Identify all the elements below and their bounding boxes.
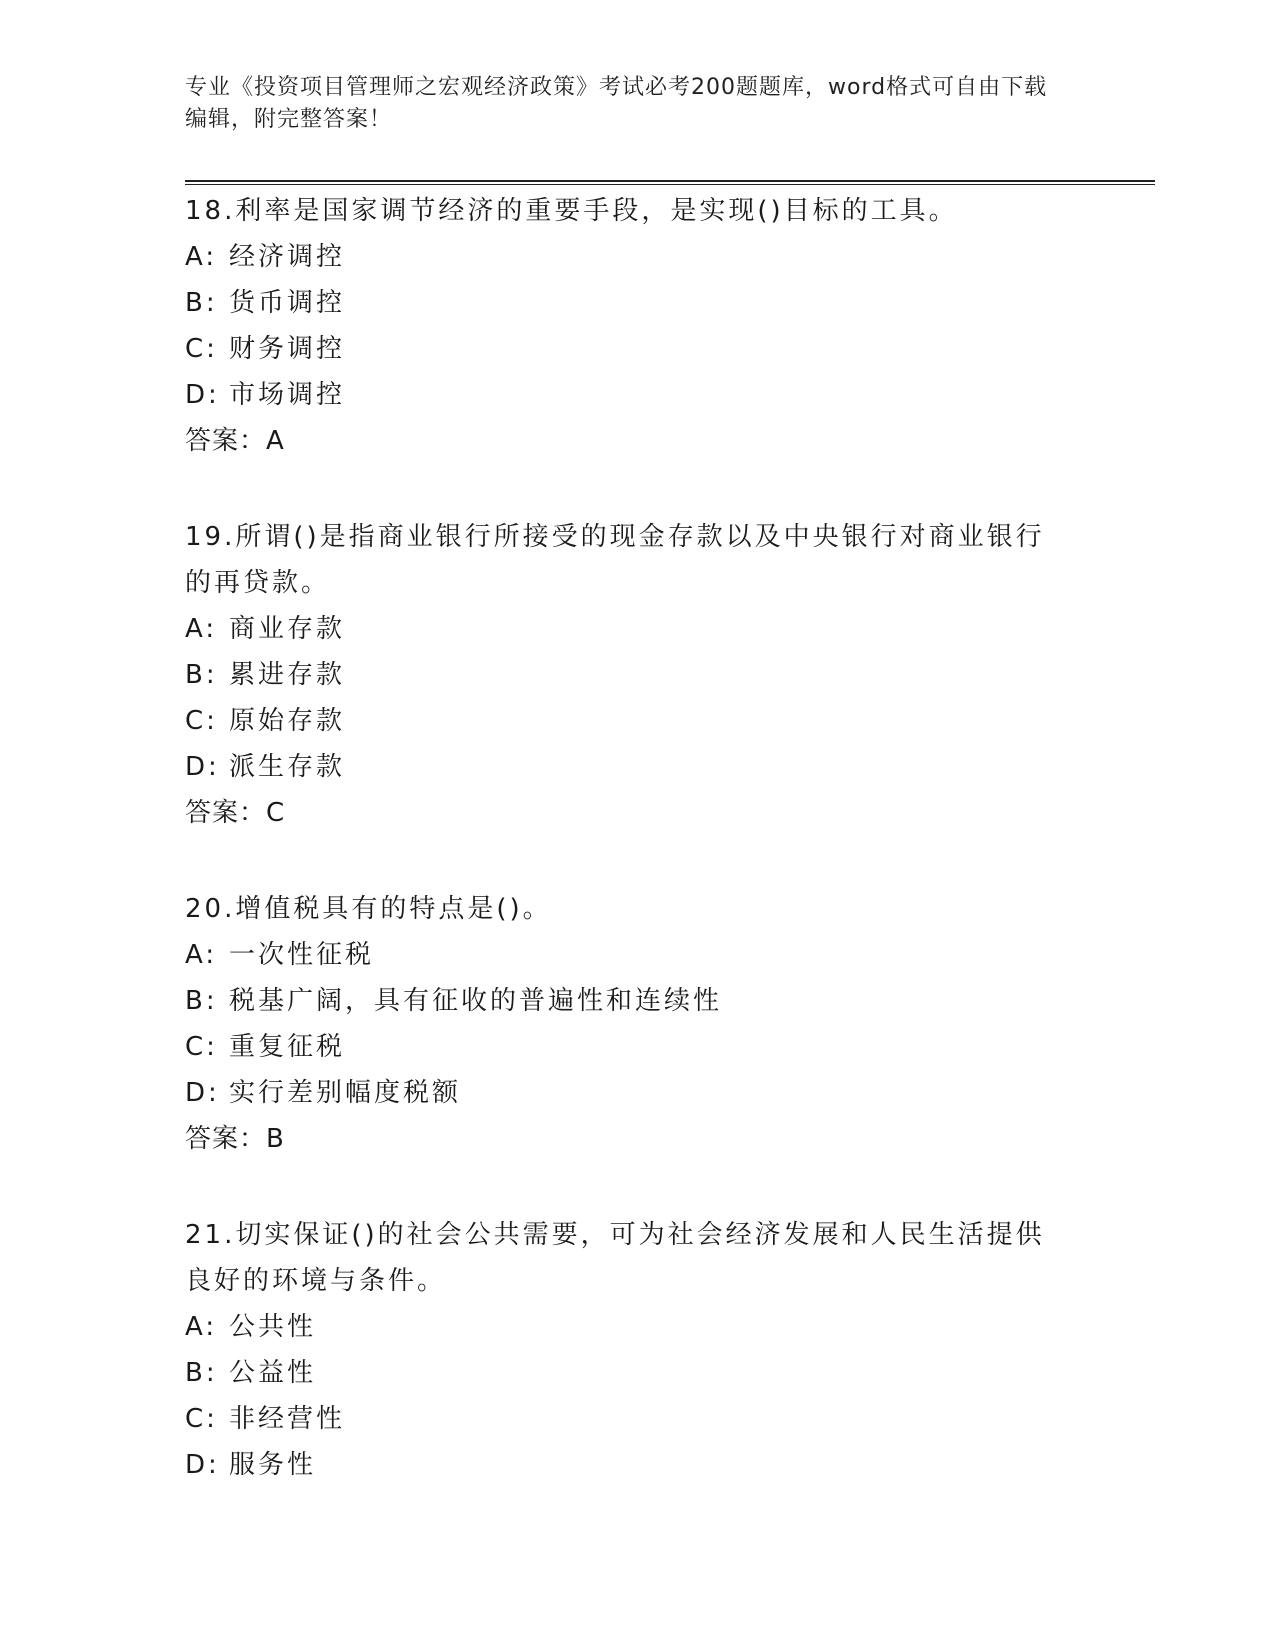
option-b — [185, 978, 1065, 1024]
option-letter: B: — [185, 288, 218, 318]
question-stem: 21.切实保证()的社会公共需要，可为社会经济发展和人民生活提供良好的环境与条件。 — [185, 1220, 1045, 1296]
answer-line: 答案：C — [185, 798, 286, 828]
answer-line: 答案：A — [185, 426, 285, 456]
answer-line: 答案：B — [185, 1124, 285, 1154]
option-d — [185, 372, 1065, 418]
question-stem: 20.增值税具有的特点是()。 — [185, 894, 552, 924]
option-text: 重复征税 — [229, 1032, 346, 1062]
option-d — [185, 744, 1065, 790]
document-page — [185, 0, 1155, 1650]
question-19 — [185, 514, 1065, 836]
option-text: 原始存款 — [229, 706, 346, 736]
option-letter: B: — [185, 1358, 218, 1388]
option-text: 市场调控 — [229, 380, 346, 410]
option-text: 公共性 — [229, 1312, 317, 1342]
option-letter: D: — [185, 752, 220, 782]
option-text: 税基广阔，具有征收的普遍性和连续性 — [229, 986, 723, 1016]
option-d — [185, 1442, 1065, 1488]
option-letter: C: — [185, 1404, 218, 1434]
option-letter: B: — [185, 660, 218, 690]
option-text: 财务调控 — [229, 334, 346, 364]
option-letter: A: — [185, 940, 218, 970]
option-b — [185, 280, 1065, 326]
option-text: 公益性 — [229, 1358, 317, 1388]
option-text: 实行差别幅度税额 — [229, 1078, 462, 1108]
option-letter: C: — [185, 1032, 218, 1062]
question-20 — [185, 886, 1065, 1162]
option-d — [185, 1070, 1065, 1116]
question-list — [185, 188, 1065, 1538]
option-letter: A: — [185, 614, 218, 644]
option-letter: B: — [185, 986, 218, 1016]
question-stem: 19.所谓()是指商业银行所接受的现金存款以及中央银行对商业银行的再贷款。 — [185, 522, 1045, 598]
option-text: 服务性 — [229, 1450, 317, 1480]
option-c — [185, 1396, 1065, 1442]
document-header: 专业《投资项目管理师之宏观经济政策》考试必考200题题库，word格式可自由下载编辑，附完整答案！ — [185, 75, 1048, 132]
option-a — [185, 1304, 1065, 1350]
option-a — [185, 234, 1065, 280]
option-letter: D: — [185, 1450, 220, 1480]
option-a — [185, 606, 1065, 652]
option-letter: C: — [185, 706, 218, 736]
option-letter: D: — [185, 380, 220, 410]
option-text: 商业存款 — [229, 614, 346, 644]
header-divider — [185, 180, 1155, 185]
option-a — [185, 932, 1065, 978]
option-text: 派生存款 — [229, 752, 346, 782]
option-b — [185, 652, 1065, 698]
option-text: 货币调控 — [229, 288, 346, 318]
option-text: 非经营性 — [229, 1404, 346, 1434]
option-c — [185, 326, 1065, 372]
option-b — [185, 1350, 1065, 1396]
option-text: 累进存款 — [229, 660, 346, 690]
option-text: 一次性征税 — [229, 940, 375, 970]
option-letter: A: — [185, 242, 218, 272]
option-c — [185, 1024, 1065, 1070]
question-21 — [185, 1212, 1065, 1488]
option-letter: A: — [185, 1312, 218, 1342]
option-text: 经济调控 — [229, 242, 346, 272]
option-letter: D: — [185, 1078, 220, 1108]
question-18 — [185, 188, 1065, 464]
option-c — [185, 698, 1065, 744]
question-stem: 18.利率是国家调节经济的重要手段，是实现()目标的工具。 — [185, 196, 958, 226]
option-letter: C: — [185, 334, 218, 364]
